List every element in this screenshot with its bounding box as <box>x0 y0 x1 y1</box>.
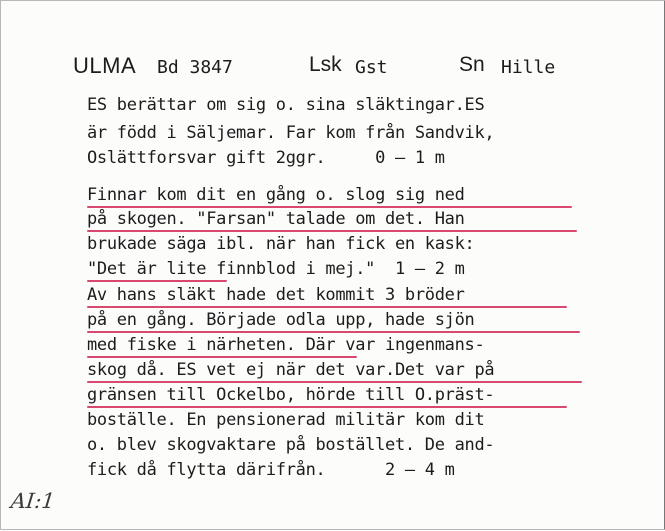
text-line: boställe. En pensionerad militär kom dit <box>87 410 485 430</box>
text-line: ES berättar om sig o. sina släktingar.ES <box>87 95 485 115</box>
handwritten-corner-mark: AI:1 <box>9 489 57 513</box>
card-body <box>1 1 665 531</box>
text-line: Finnar kom dit en gång o. slog sig ned <box>87 185 465 205</box>
landscape-value: Gst <box>355 57 388 78</box>
underline <box>87 280 227 282</box>
landscape-label: Lsk <box>309 53 342 76</box>
underline <box>87 381 582 383</box>
text-line: "Det är lite finnblod i mej." 1 – 2 m <box>87 259 465 279</box>
parish-label: Sn <box>459 53 485 76</box>
text-line: är född i Säljemar. Far kom från Sandvik, <box>87 123 495 143</box>
underline <box>87 331 580 333</box>
text-line: o. blev skogvaktare på bostället. De and- <box>87 435 495 455</box>
text-line: Av hans släkt hade det kommit 3 bröder <box>87 285 465 305</box>
volume-number: Bd 3847 <box>157 57 233 78</box>
text-line: med fiske i närheten. Där var ingenmans- <box>87 335 485 355</box>
text-line: brukade säga ibl. när han fick en kask: <box>87 234 475 254</box>
underline <box>87 356 357 358</box>
text-line: fick då flytta därifrån. 2 – 4 m <box>87 460 455 480</box>
text-line: på en gång. Började odla upp, hade sjön <box>87 310 475 330</box>
underline <box>87 306 567 308</box>
underline <box>87 206 572 208</box>
parish-value: Hille <box>501 57 556 78</box>
text-line: Oslättforsvar gift 2ggr. 0 – 1 m <box>87 148 445 168</box>
underline <box>87 230 577 232</box>
text-line: på skogen. "Farsan" talade om det. Han <box>87 209 465 229</box>
text-line: skog då. ES vet ej när det var.Det var på <box>87 360 495 380</box>
text-line: gränsen till Ockelbo, hörde till O.präst- <box>87 385 495 405</box>
archive-name: ULMA <box>73 53 137 78</box>
underline <box>87 406 567 408</box>
